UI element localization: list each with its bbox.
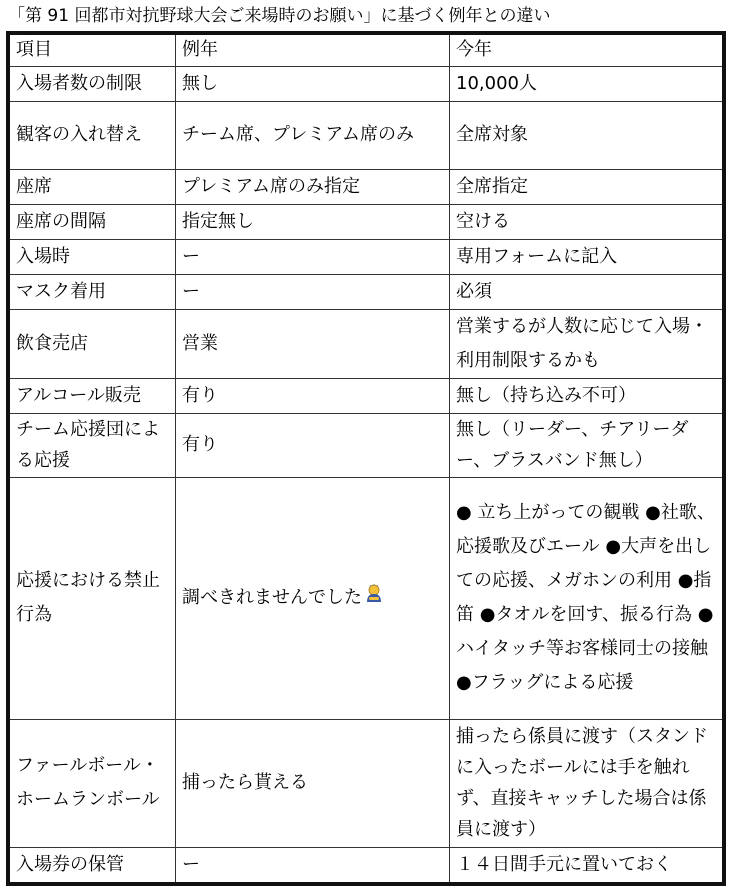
bowing-person-icon	[364, 581, 384, 615]
row-this-year: １４日間手元に置いておく	[450, 847, 725, 884]
row-item: アルコール販売	[8, 378, 176, 413]
row-item: 入場券の保管	[8, 847, 176, 884]
table-row	[8, 413, 724, 477]
row-this-year: 捕ったら係員に渡す（スタンドに入ったボールには手を触れず、直接キャッチした場合は係員に渡す）	[450, 719, 725, 847]
row-this-year: 全席指定	[450, 169, 725, 204]
row-this-year: 空ける	[450, 204, 725, 239]
row-item: 応援における禁止行為	[8, 477, 176, 719]
row-usual: 指定無し	[176, 204, 450, 239]
row-usual-text: 調べきれませんでした	[182, 587, 362, 608]
row-usual: ー	[176, 274, 450, 309]
table-row	[8, 309, 724, 378]
table-row	[8, 378, 724, 413]
row-item: 入場時	[8, 239, 176, 274]
comparison-table	[6, 31, 726, 886]
row-usual: 営業	[176, 309, 450, 378]
row-this-year: 全席対象	[450, 101, 725, 169]
table-row	[8, 169, 724, 204]
row-item: 入場者数の制限	[8, 66, 176, 101]
row-usual: プレミアム席のみ指定	[176, 169, 450, 204]
table-row	[8, 204, 724, 239]
row-item: チーム応援団による応援	[8, 413, 176, 477]
row-item: 飲食売店	[8, 309, 176, 378]
row-item: マスク着用	[8, 274, 176, 309]
row-usual: 捕ったら貰える	[176, 719, 450, 847]
header-this-year: 今年	[450, 33, 725, 66]
row-item: 座席の間隔	[8, 204, 176, 239]
header-item: 項目	[8, 33, 176, 66]
row-usual: ー	[176, 847, 450, 884]
row-item: 座席	[8, 169, 176, 204]
row-usual: 無し	[176, 66, 450, 101]
row-this-year: 必須	[450, 274, 725, 309]
row-usual: チーム席、プレミアム席のみ	[176, 101, 450, 169]
table-row	[8, 239, 724, 274]
table-row	[8, 101, 724, 169]
row-this-year: 無し（持ち込み不可）	[450, 378, 725, 413]
row-item: ファールボール・ホームランボール	[8, 719, 176, 847]
row-usual	[176, 477, 450, 719]
table-row	[8, 66, 724, 101]
row-this-year: 無し（リーダー、チアリーダー、ブラスバンド無し）	[450, 413, 725, 477]
row-this-year: 専用フォームに記入	[450, 239, 725, 274]
header-usual: 例年	[176, 33, 450, 66]
row-item: 観客の入れ替え	[8, 101, 176, 169]
table-row	[8, 274, 724, 309]
row-usual: 有り	[176, 378, 450, 413]
table-header-row	[8, 33, 724, 66]
table-row	[8, 719, 724, 847]
table-row	[8, 847, 724, 884]
row-usual: ー	[176, 239, 450, 274]
row-this-year: ● 立ち上がっての観戦 ●社歌、応援歌及びエール ●大声を出しての応援、メガホンの利用 ●指笛 ●タオルを回す、振る行為 ●ハイタッチ等お客様同士の接触 ●フラッグによる応援	[450, 477, 725, 719]
table-row	[8, 477, 724, 719]
row-this-year: 営業するが人数に応じて入場・利用制限するかも	[450, 309, 725, 378]
page-title: 「第 91 回都市対抗野球大会ご来場時のお願い」に基づく例年との違い	[8, 6, 551, 26]
row-usual: 有り	[176, 413, 450, 477]
row-this-year: 10,000人	[450, 66, 725, 101]
